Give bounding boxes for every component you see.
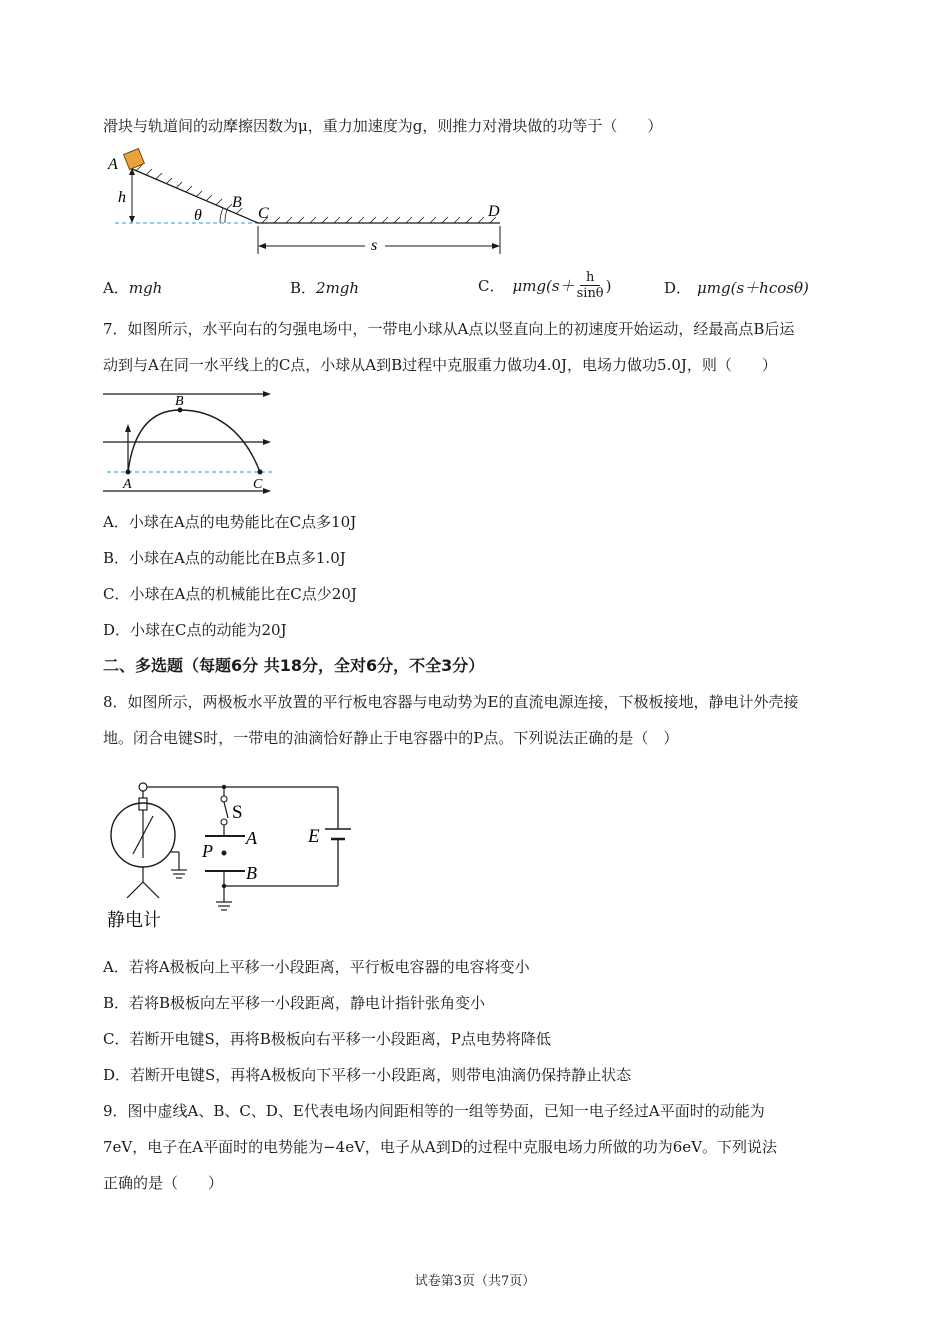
q7-label-C: C bbox=[253, 477, 263, 492]
q7-option-c: C．小球在A点的机械能比在C点少20J bbox=[103, 585, 357, 603]
q6-option-c: C． μmg(s＋ h sinθ ) bbox=[478, 270, 612, 301]
q9-line2: 7eV，电子在A平面时的电势能为−4eV，电子从A到D的过程中克服电场力所做的功为6eV。下列说法 bbox=[103, 1138, 778, 1156]
q6-stem-tail: 滑块与轨道间的动摩擦因数为μ，重力加速度为g，则推力对滑块做的功等于（ ） bbox=[103, 117, 663, 135]
q6-option-d: D． μmg(s＋hcosθ) bbox=[664, 279, 809, 297]
q8-option-b: B．若将B极板向左平移一小段距离，静电计指针张角变小 bbox=[103, 994, 486, 1012]
q6-option-a: A．mgh bbox=[103, 279, 163, 297]
q8-label-electroscope: 静电计 bbox=[107, 910, 161, 931]
slider-block bbox=[124, 149, 145, 170]
page-footer: 试卷第3页（共7页） bbox=[414, 1274, 536, 1289]
q7-option-a: A．小球在A点的电势能比在C点多10J bbox=[103, 513, 357, 531]
q7-option-d: D．小球在C点的动能为20J bbox=[103, 621, 287, 639]
q8-circuit-figure bbox=[103, 778, 363, 938]
q8-label-B: B bbox=[246, 863, 257, 883]
q6-label-B: B bbox=[232, 194, 242, 211]
q8-label-P: P bbox=[202, 841, 213, 861]
section-multi-choice-heading: 二、多选题（每题6分 共18分，全对6分，不全3分） bbox=[103, 656, 485, 675]
q8-label-A: A bbox=[246, 828, 257, 848]
q7-label-A: A bbox=[123, 477, 132, 492]
q7-label-B: B bbox=[175, 394, 184, 409]
q7-option-b: B．小球在A点的动能比在B点多1.0J bbox=[103, 549, 346, 567]
q8-option-c: C．若断开电键S，再将B极板向右平移一小段距离，P点电势将降低 bbox=[103, 1030, 551, 1048]
q7-field-figure bbox=[103, 388, 283, 498]
q6-incline-figure bbox=[100, 148, 520, 258]
q8-line1: 8．如图所示，两极板水平放置的平行板电容器与电动势为E的直流电源连接，下极板接地，静电计外壳接 bbox=[103, 693, 799, 711]
q9-line1: 9．图中虚线A、B、C、D、E代表电场内间距相等的一组等势面，已知一电子经过A平面时的动能为 bbox=[103, 1102, 765, 1120]
q7-line2: 动到与A在同一水平线上的C点，小球从A到B过程中克服重力做功4.0J，电场力做功5.0J，则（ ） bbox=[103, 356, 777, 374]
q7-line1: 7．如图所示，水平向右的匀强电场中，一带电小球从A点以竖直向上的初速度开始运动，经最高点B后运 bbox=[103, 320, 795, 338]
q6-option-b: B．2mgh bbox=[290, 279, 360, 297]
q8-option-a: A．若将A极板向上平移一小段距离，平行板电容器的电容将变小 bbox=[103, 958, 530, 976]
q6-label-D: D bbox=[488, 203, 500, 220]
q9-line3: 正确的是（ ） bbox=[103, 1174, 224, 1192]
q6-label-s: s bbox=[371, 237, 378, 254]
q6-label-h: h bbox=[118, 189, 126, 206]
q8-option-d: D．若断开电键S，再将A极板向下平移一小段距离，则带电油滴仍保持静止状态 bbox=[103, 1066, 632, 1084]
q8-line2: 地。闭合电键S时，一带电的油滴恰好静止于电容器中的P点。下列说法正确的是（ ） bbox=[103, 729, 679, 747]
q6-label-A: A bbox=[108, 156, 118, 173]
q6-label-C: C bbox=[258, 205, 269, 222]
q8-label-E: E bbox=[308, 826, 320, 847]
q8-label-S: S bbox=[232, 802, 243, 823]
q6-label-theta: θ bbox=[194, 207, 202, 224]
